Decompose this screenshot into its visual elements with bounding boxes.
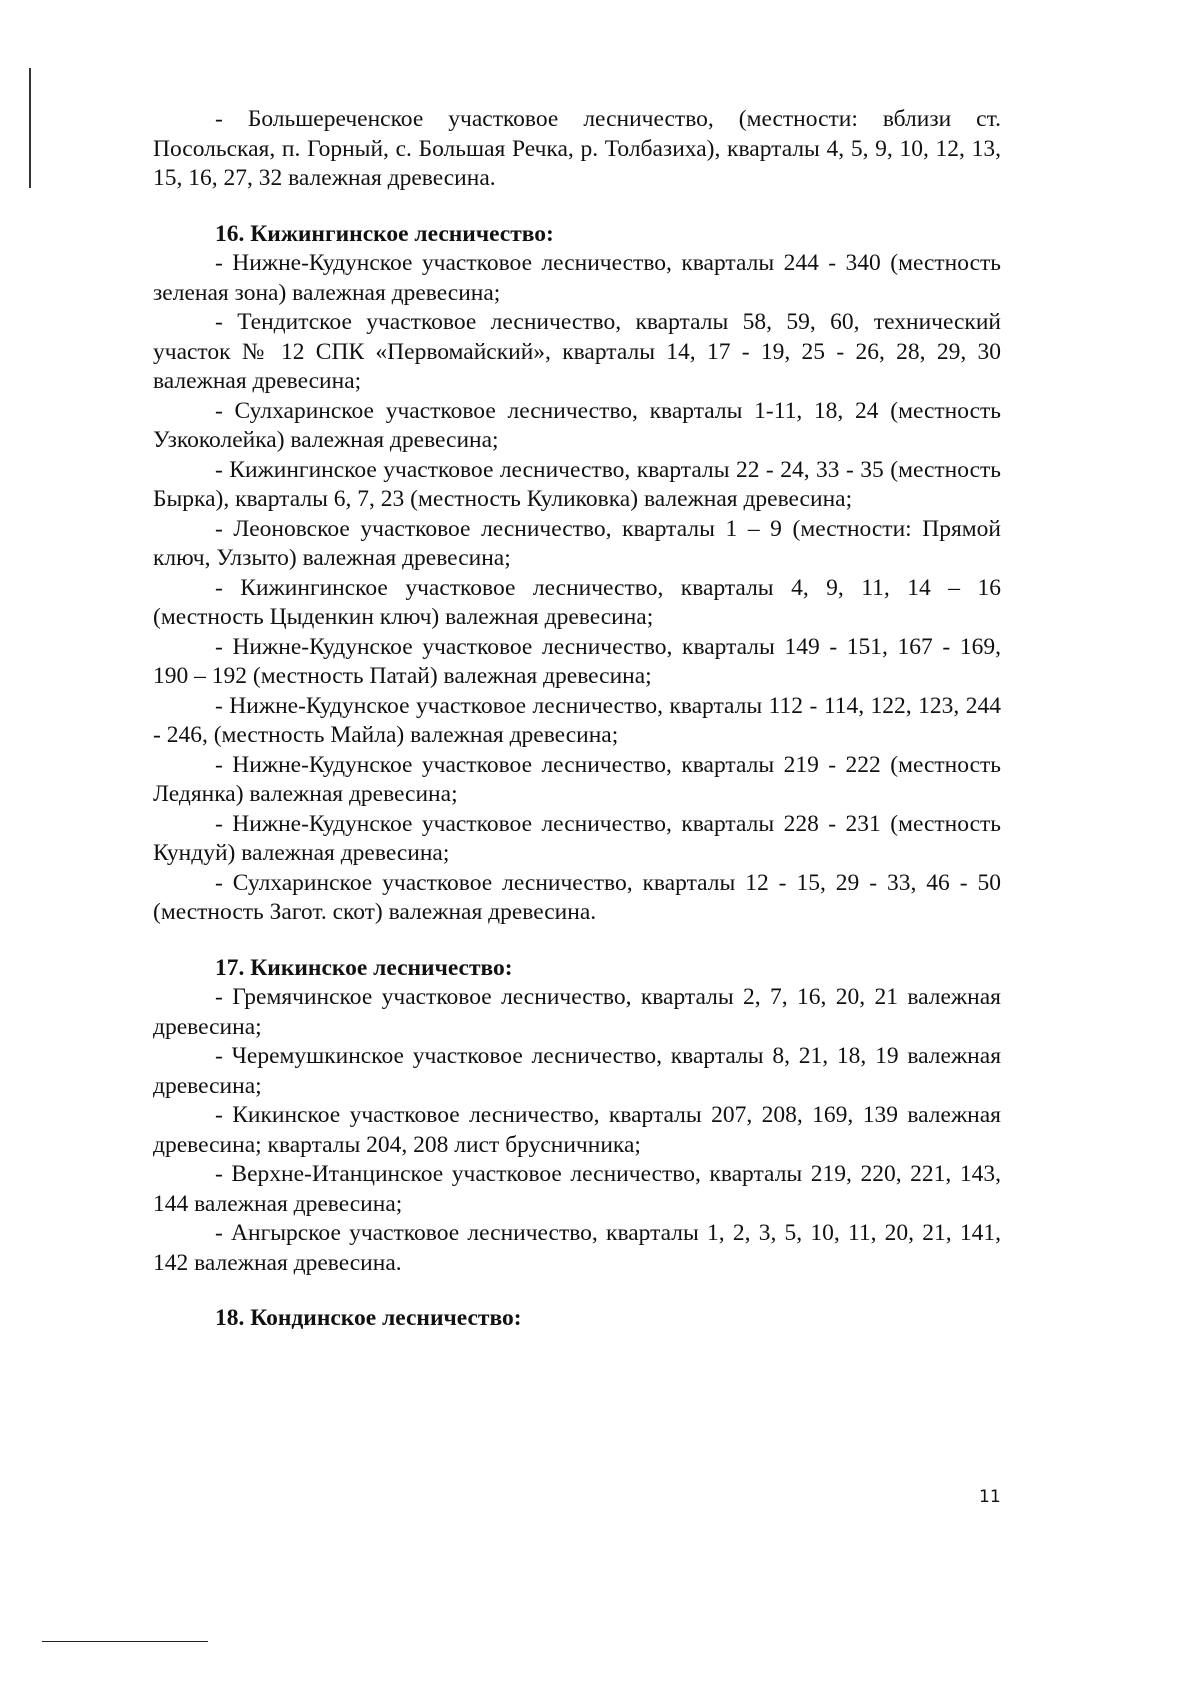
list-item: - Нижне-Кудунское участковое лесничество, кварталы 244 - 340 (местность зеленая зона) валежная древесина; [153, 250, 1001, 306]
section-heading-18: 18. Кондинское лесничество: [215, 1305, 522, 1331]
list-item: - Кижингинское участковое лесничество, кварталы 22 - 24, 33 - 35 (местность Бырка), кварталы 6, 7, 23 (местность Куликовка) валежная древесина; [153, 456, 1001, 512]
list-item: - Тендитское участковое лесничество, кварталы 58, 59, 60, технический участок № 12 СПК «Первомайский», кварталы 14, 17 - 19, 25 - 26, 28, 29, 30 валежная древесина; [153, 309, 1001, 394]
list-item: - Ангырское участковое лесничество, кварталы 1, 2, 3, 5, 10, 11, 20, 21, 141, 142 валежная древесина. [153, 1220, 1001, 1276]
section-heading-17: 17. Кикинское лесничество: [215, 954, 513, 981]
margin-line [29, 68, 31, 188]
list-item: - Черемушкинское участковое лесничество, кварталы 8, 21, 18, 19 валежная древесина; [153, 1043, 1001, 1099]
document-body [153, 105, 1001, 1334]
list-item: - Нижне-Кудунское участковое лесничество, кварталы 219 - 222 (местность Ледянка) валежная древесина; [153, 751, 1001, 807]
list-item: - Нижне-Кудунское участковое лесничество, кварталы 112 - 114, 122, 123, 244 - 246, (местность Майла) валежная древесина; [153, 692, 1001, 748]
list-item: - Нижне-Кудунское участковое лесничество, кварталы 228 - 231 (местность Кундуй) валежная древесина; [153, 810, 1001, 866]
list-item: - Кижингинское участковое лесничество, кварталы 4, 9, 11, 14 – 16 (местность Цыденкин ключ) валежная древесина; [153, 574, 1001, 630]
list-item: - Сулхаринское участковое лесничество, кварталы 12 - 15, 29 - 33, 46 - 50 (местность Загот. скот) валежная древесина. [153, 869, 1001, 925]
list-item: - Нижне-Кудунское участковое лесничество, кварталы 149 - 151, 167 - 169, 190 – 192 (местность Патай) валежная древесина; [153, 633, 1001, 689]
footnote-divider [42, 1641, 208, 1642]
section-heading-16: 16. Кижингинское лесничество: [215, 220, 554, 247]
list-item: - Верхне-Итанцинское участковое лесничество, кварталы 219, 220, 221, 143, 144 валежная древесина; [153, 1161, 1001, 1217]
list-item: - Кикинское участковое лесничество, кварталы 207, 208, 169, 139 валежная древесина; кварталы 204, 208 лист брусничника; [153, 1102, 1001, 1158]
page-number: 11 [979, 1487, 1001, 1507]
list-item: - Леоновское участковое лесничество, кварталы 1 – 9 (местности: Прямой ключ, Улзыто) валежная древесина; [153, 515, 1001, 571]
intro-paragraph: - Большереченское участковое лесничество, (местности: вблизи ст. Посольская, п. Горный, с. Большая Речка, р. Толбазиха), кварталы 4, 5, 9, 10, 12, 13, 15, 16, 27, 32 валежная древесина. [153, 106, 1001, 191]
list-item: - Сулхаринское участковое лесничество, кварталы 1-11, 18, 24 (местность Узкоколейка) валежная древесина; [153, 397, 1001, 453]
list-item: - Гремячинское участковое лесничество, кварталы 2, 7, 16, 20, 21 валежная древесина; [153, 984, 1001, 1040]
